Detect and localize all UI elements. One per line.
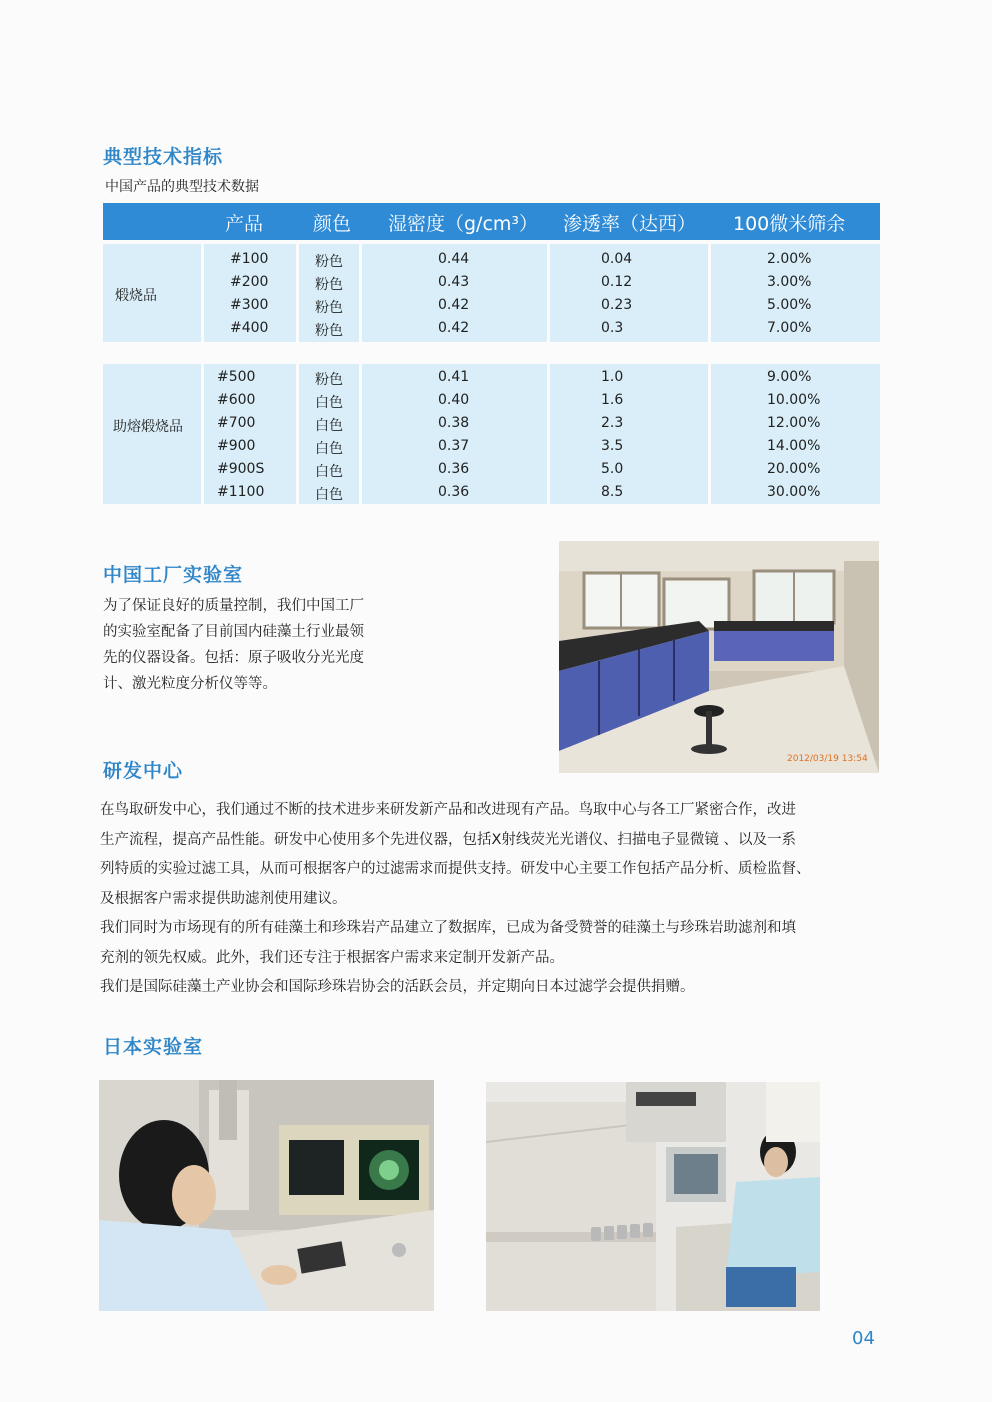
cell-color: 粉色: [315, 323, 343, 339]
cell-color: 白色: [315, 441, 343, 457]
cell-wet-density: 0.36: [438, 461, 470, 477]
cell-wet-density: 0.44: [438, 251, 470, 267]
cell-sieve: 3.00%: [767, 274, 812, 290]
table-row: [103, 412, 880, 435]
cell-wet-density: 0.41: [438, 369, 470, 385]
group-label: 助熔煅烧品: [113, 419, 183, 435]
cell-sieve: 14.00%: [767, 438, 821, 454]
cell-product: #900S: [217, 461, 265, 477]
cell-wet-density: 0.42: [438, 320, 470, 336]
cell-product: #600: [217, 392, 256, 408]
cell-permeability: 1.0: [601, 369, 624, 385]
japan-lab-title: 日本实验室: [103, 1036, 204, 1058]
cell-wet-density: 0.42: [438, 297, 470, 313]
cell-sieve: 20.00%: [767, 461, 821, 477]
rd-center-paragraph: [100, 796, 900, 1003]
table-row: [103, 294, 880, 317]
cell-color: 白色: [315, 464, 343, 480]
cell-product: #500: [217, 369, 256, 385]
paragraph-line: 我们同时为市场现有的所有硅藻土和珍珠岩产品建立了数据库，已成为备受赞誉的硅藻土与珍珠岩助滤剂和填: [100, 920, 796, 936]
page-number: 04: [852, 1328, 875, 1349]
cell-product: #900: [217, 438, 256, 454]
cell-color: 粉色: [315, 277, 343, 293]
japan-lab-photo-sem: [99, 1080, 434, 1311]
cell-sieve: 9.00%: [767, 369, 812, 385]
photo-timestamp: 2012/03/19 13:54: [787, 754, 868, 764]
china-lab-title: 中国工厂实验室: [103, 564, 244, 586]
spec-group-calcined: [103, 244, 880, 342]
cell-permeability: 2.3: [601, 415, 624, 431]
header-sieve: 100微米筛余: [733, 213, 846, 235]
cell-wet-density: 0.40: [438, 392, 470, 408]
spec-group-flux-calcined: [103, 364, 880, 504]
cell-permeability: 0.23: [601, 297, 633, 313]
group-label: 煅烧品: [115, 288, 157, 304]
cell-sieve: 7.00%: [767, 320, 812, 336]
paragraph-line: 在鸟取研发中心，我们通过不断的技术进步来研发新产品和改进现有产品。鸟取中心与各工厂紧密合作，改进: [100, 802, 796, 818]
paragraph-line: 的实验室配备了目前国内硅藻土行业最领: [103, 624, 364, 640]
table-row: [103, 271, 880, 294]
cell-permeability: 1.6: [601, 392, 624, 408]
header-color: 颜色: [313, 213, 352, 235]
cell-product: #400: [230, 320, 269, 336]
paragraph-line: 列特质的实验过滤工具，从而可根据客户的过滤需求而提供支持。研发中心主要工作包括产品分析、质检监督、: [100, 861, 811, 877]
cell-permeability: 0.3: [601, 320, 624, 336]
table-row: [103, 317, 880, 340]
cell-permeability: 8.5: [601, 484, 624, 500]
header-permeability: 渗透率（达西）: [563, 213, 697, 235]
cell-wet-density: 0.38: [438, 415, 470, 431]
china-lab-paragraph: [103, 593, 423, 697]
cell-color: 粉色: [315, 300, 343, 316]
paragraph-line: 生产流程，提高产品性能。研发中心使用多个先进仪器，包括X射线荧光光谱仪、扫描电子显微镜 、以及一系: [100, 831, 797, 848]
cell-sieve: 10.00%: [767, 392, 821, 408]
table-row: [103, 248, 880, 271]
spec-table-header: [103, 203, 880, 240]
cell-color: 白色: [315, 395, 343, 411]
cell-product: #300: [230, 297, 269, 313]
rd-center-title: 研发中心: [103, 760, 184, 782]
cell-permeability: 3.5: [601, 438, 624, 454]
cell-product: #200: [230, 274, 269, 290]
spec-section-title: 典型技术指标: [103, 146, 224, 168]
cell-sieve: 5.00%: [767, 297, 812, 313]
header-product: 产品: [225, 213, 264, 235]
paragraph-line: 计、激光粒度分析仪等等。: [103, 676, 277, 692]
japan-lab-photo-xrf: [486, 1082, 820, 1311]
cell-product: #100: [230, 251, 269, 267]
paragraph-line: 为了保证良好的质量控制，我们中国工厂: [103, 598, 364, 614]
table-row: [103, 435, 880, 458]
cell-color: 粉色: [315, 254, 343, 270]
cell-color: 粉色: [315, 372, 343, 388]
china-lab-photo: [559, 541, 879, 773]
cell-permeability: 5.0: [601, 461, 624, 477]
cell-sieve: 30.00%: [767, 484, 821, 500]
cell-wet-density: 0.37: [438, 438, 470, 454]
cell-sieve: 2.00%: [767, 251, 812, 267]
table-row: [103, 481, 880, 504]
paragraph-line: 及根据客户需求提供助滤剂使用建议。: [100, 890, 347, 907]
table-row: [103, 366, 880, 389]
cell-sieve: 12.00%: [767, 415, 821, 431]
cell-color: 白色: [315, 418, 343, 434]
cell-wet-density: 0.43: [438, 274, 470, 290]
cell-product: #1100: [217, 484, 265, 500]
table-row: [103, 389, 880, 412]
header-wet-density: 湿密度（g/cm³）: [388, 213, 539, 235]
spec-subtitle: 中国产品的典型技术数据: [105, 179, 259, 195]
table-row: [103, 458, 880, 481]
cell-permeability: 0.12: [601, 274, 633, 290]
paragraph-line: 充剂的领先权威。此外，我们还专注于根据客户需求来定制开发新产品。: [100, 949, 564, 966]
cell-permeability: 0.04: [601, 251, 633, 267]
cell-product: #700: [217, 415, 256, 431]
paragraph-line: 先的仪器设备。包括：原子吸收分光光度: [103, 650, 364, 666]
cell-color: 白色: [315, 487, 343, 503]
cell-wet-density: 0.36: [438, 484, 470, 500]
paragraph-line: 我们是国际硅藻土产业协会和国际珍珠岩协会的活跃会员，并定期向日本过滤学会提供捐赠。: [100, 979, 695, 995]
